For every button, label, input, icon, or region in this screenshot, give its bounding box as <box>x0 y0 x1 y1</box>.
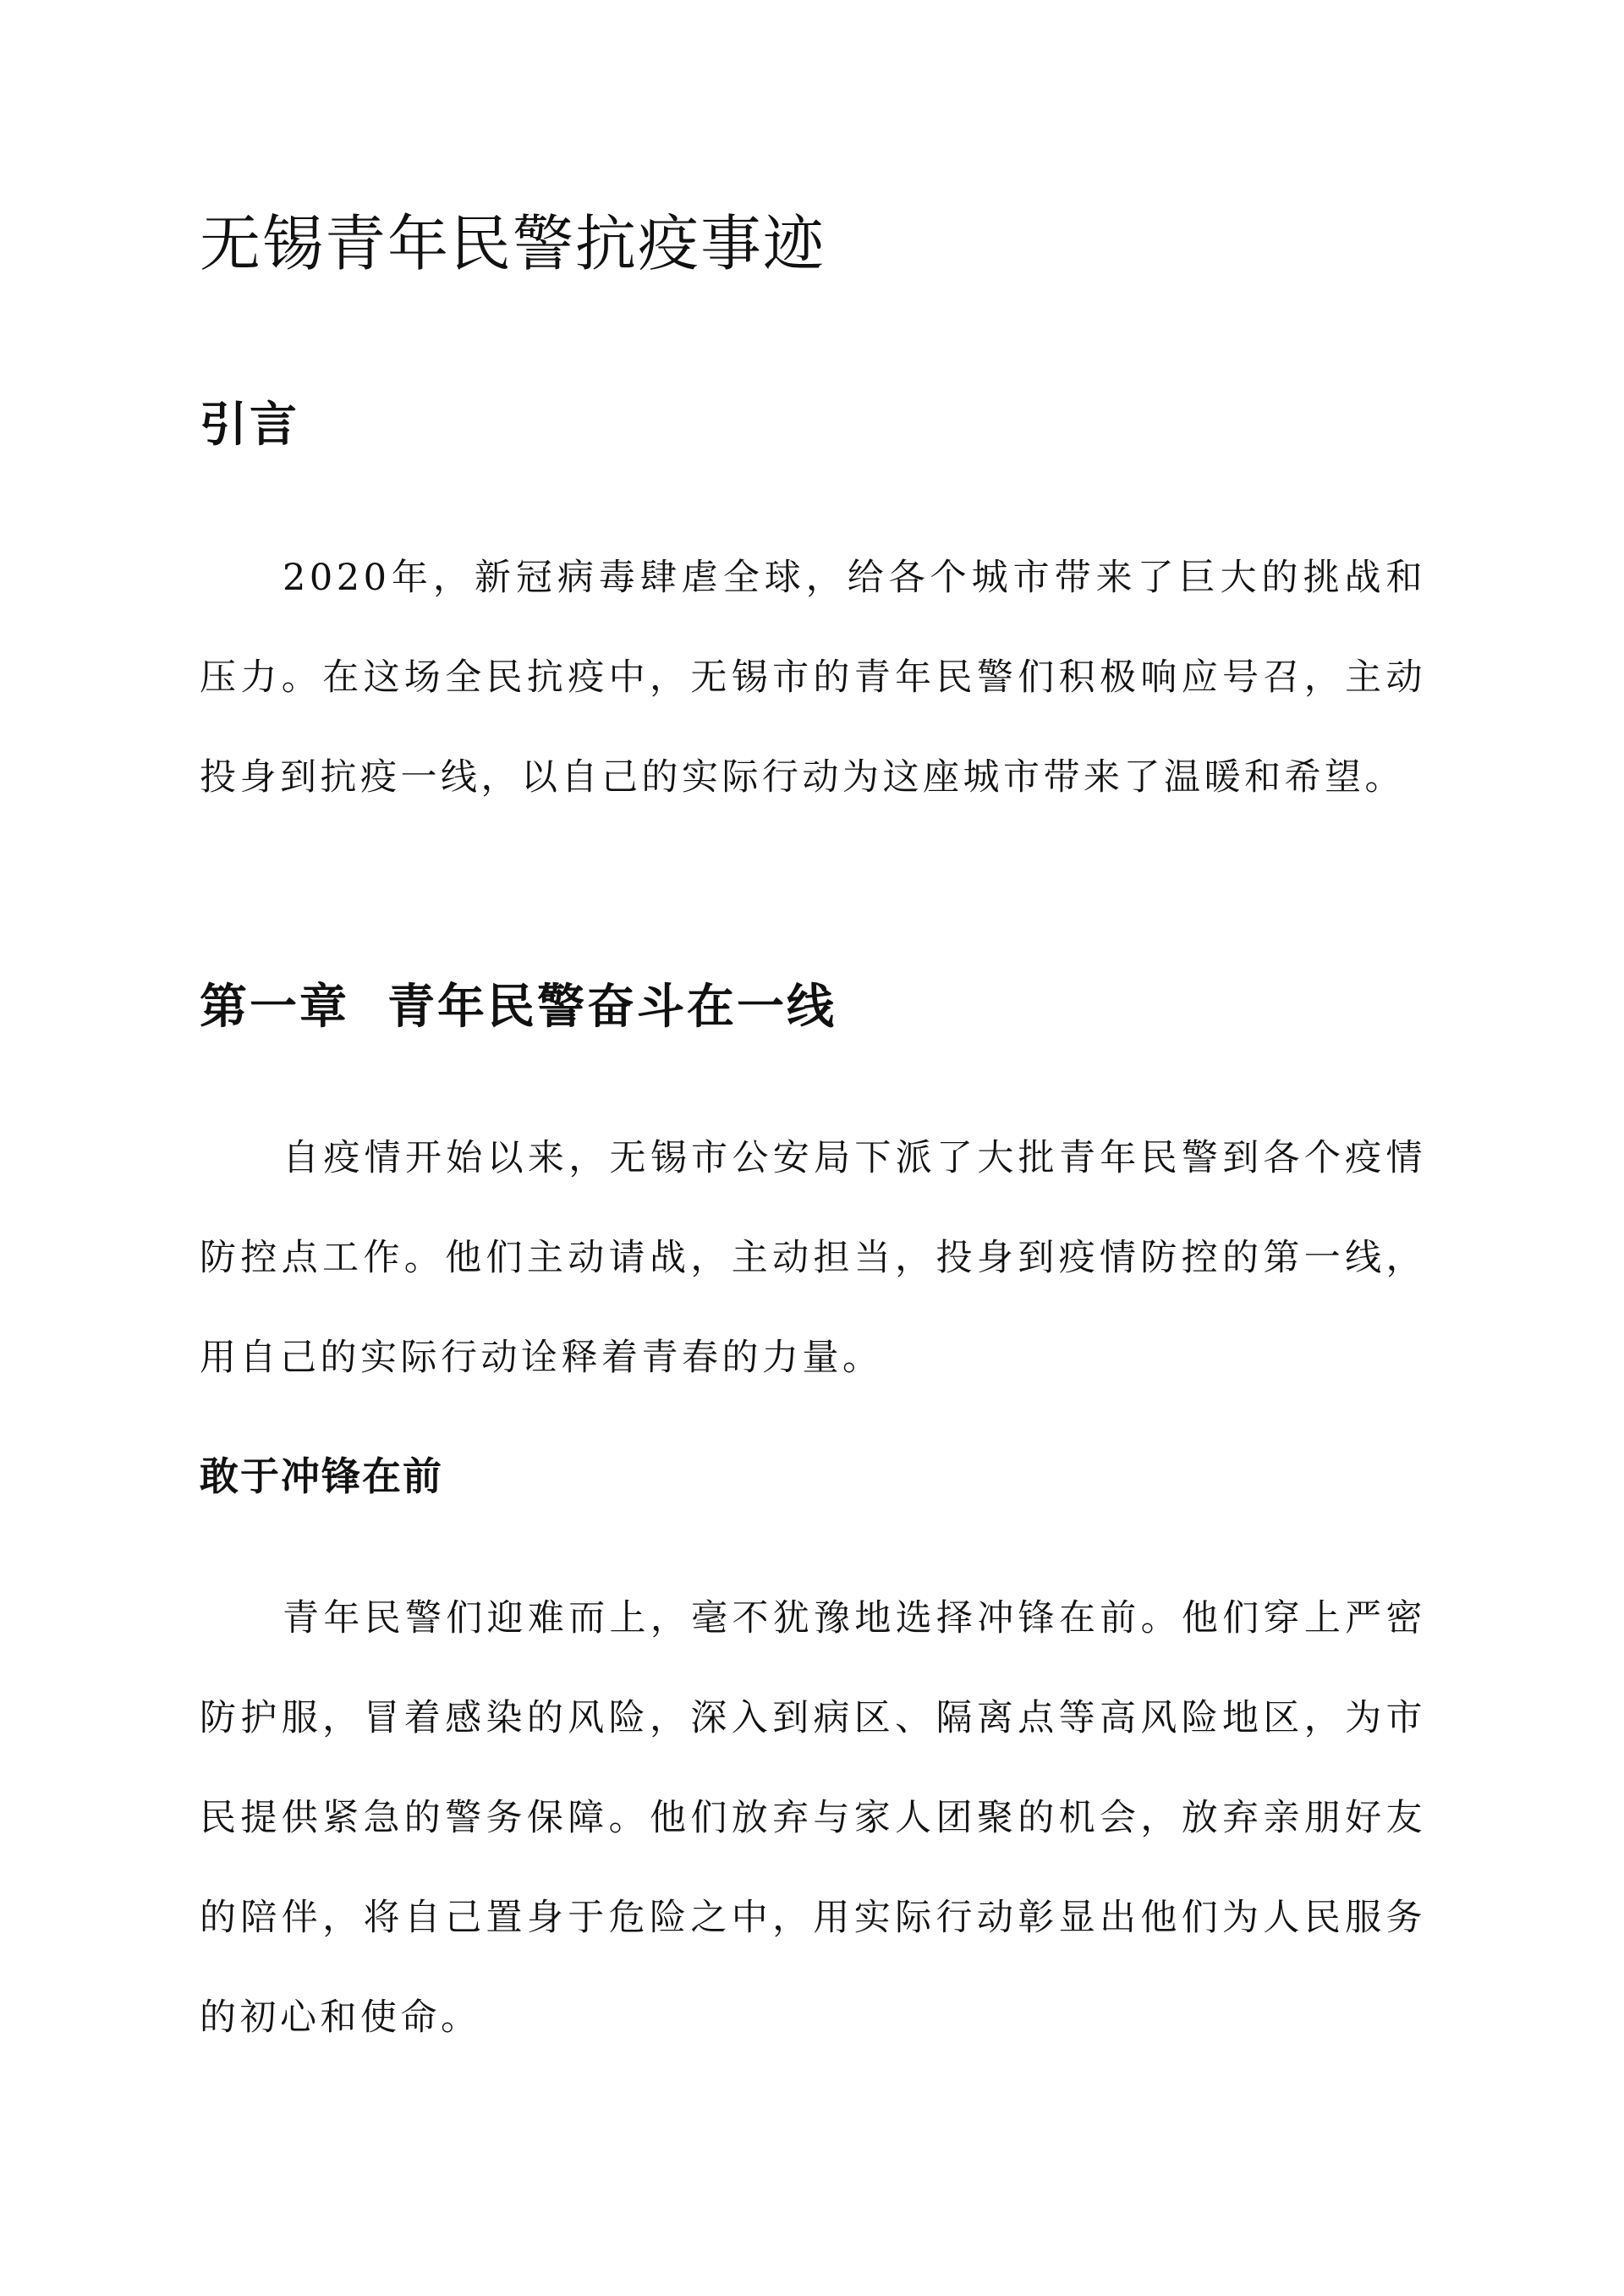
section-heading-introduction: 引言 <box>200 397 299 453</box>
charge-ahead-paragraph: 青年民警们迎难而上，毫不犹豫地选择冲锋在前。他们穿上严密防护服，冒着感染的风险，深入到病区、隔离点等高风险地区，为市民提供紧急的警务保障。他们放弃与家人团聚的机会，放弃亲朋好友的陪伴，将自己置身于危险之中，用实际行动彰显出他们为人民服务的初心和使命。 <box>200 1597 1426 2039</box>
section-heading-chapter-one: 第一章 青年民警奋斗在一线 <box>200 979 837 1035</box>
document-title: 无锡青年民警抗疫事迹 <box>200 208 826 279</box>
subsection-heading-charge-ahead: 敢于冲锋在前 <box>200 1453 443 1499</box>
chapter-one-paragraph: 自疫情开始以来，无锡市公安局下派了大批青年民警到各个疫情防控点工作。他们主动请战，主动担当，投身到疫情防控的第一线，用自己的实际行动诠释着青春的力量。 <box>200 1137 1426 1379</box>
introduction-paragraph: 2020年，新冠病毒肆虐全球，给各个城市带来了巨大的挑战和压力。在这场全民抗疫中，无锡市的青年民警们积极响应号召，主动投身到抗疫一线，以自己的实际行动为这座城市带来了温暖和希望。 <box>200 557 1426 799</box>
